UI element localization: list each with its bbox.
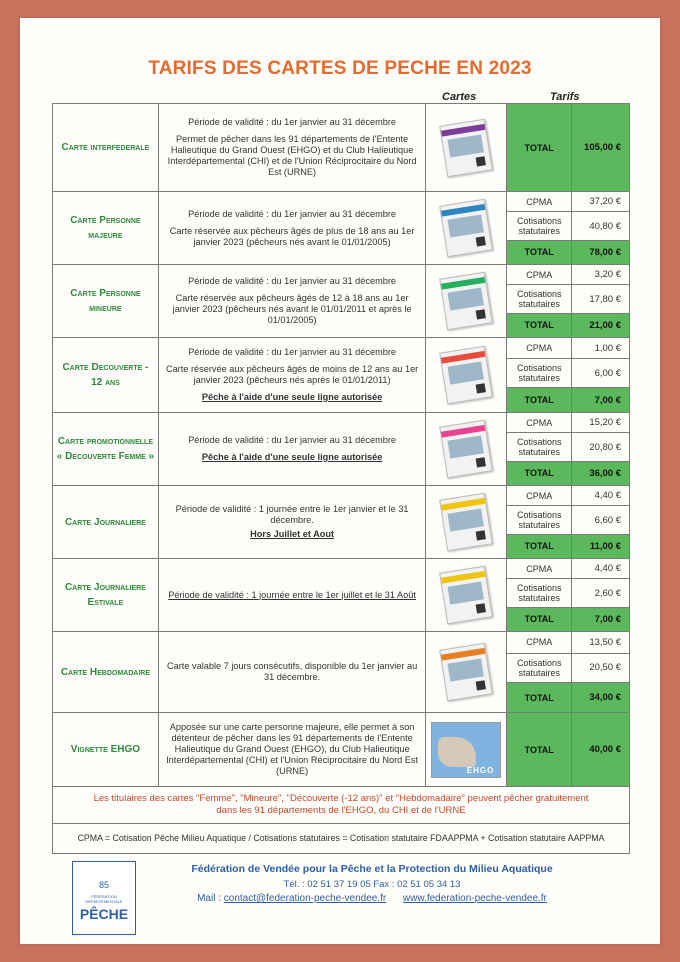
validity-text: Période de validité : du 1er janvier au 31 décembre: [188, 347, 397, 357]
description-text: Apposée sur une carte personne majeure, elle permet à son détenteur de pêcher dans les 91 départements de l'Entente Halieutique du Grand Ouest (EHGO), du Club Halieutique Interdépartemental (CHI) et l'Union Réciprocitaire du Nord Est (URNE): [166, 722, 419, 776]
card-thumbnail: [426, 486, 507, 558]
cotisations-line: Cotisations statutaires 6,60 €: [507, 506, 629, 534]
validity-text: Période de validité : 1 journée entre le 1er juillet et le 31 Août: [168, 589, 416, 600]
description-text: Carte réservée aux pêcheurs âgés de plus de 18 ans au 1er janvier 2023 (pêcheurs nés avant le 01/01/2005): [169, 225, 415, 247]
card-name: Carte promotionnelle « Decouverte Femme »: [53, 413, 159, 485]
total-line: TOTAL 105,00 €: [507, 104, 629, 191]
card-thumbnail: [426, 713, 507, 786]
card-description: [159, 265, 427, 337]
validity-text: Période de validité : du 1er janvier au 31 décembre: [188, 208, 397, 219]
total-line: TOTAL 21,00 €: [507, 314, 629, 337]
price-cell: [507, 559, 629, 631]
cotisations-line: Cotisations statutaires 20,50 €: [507, 654, 629, 684]
card-description: [159, 632, 427, 712]
card-image: [440, 643, 494, 702]
price-cell: [507, 265, 629, 337]
description-text: Carte valable 7 jours consécutifs, disponible du 1er janvier au 31 décembre.: [166, 661, 418, 682]
card-name: Carte Personne majeure: [53, 192, 159, 264]
card-name: Carte Journaliere: [53, 486, 159, 558]
cotisations-line: Cotisations statutaires 17,80 €: [507, 285, 629, 313]
card-thumbnail: [426, 559, 507, 631]
federation-name: Fédération de Vendée pour la Pêche et la Protection du Milieu Aquatique: [191, 863, 553, 875]
cartes-header: Cartes: [442, 91, 477, 103]
footer: [52, 855, 628, 935]
description-text: Carte réservée aux pêcheurs âgés de 12 à 18 ans au 1er janvier 2023 (pêcheurs nés avant le 01/01/2011 et après le 01/01/2005): [172, 293, 412, 325]
card-image: [440, 420, 494, 479]
card-image: [440, 272, 494, 331]
total-line: TOTAL 78,00 €: [507, 241, 629, 264]
card-image: [440, 493, 494, 552]
card-thumbnail: [426, 338, 507, 412]
cpma-line: CPMA 4,40 €: [507, 559, 629, 579]
table-row: [53, 413, 629, 486]
card-description: [159, 559, 427, 631]
card-description: [159, 413, 427, 485]
total-line: TOTAL 36,00 €: [507, 462, 629, 485]
price-cell: [507, 192, 629, 264]
card-description: [159, 713, 427, 786]
card-thumbnail: [426, 104, 507, 191]
table-row: [53, 559, 629, 632]
card-name: Carte Journaliere Estivale: [53, 559, 159, 631]
card-description: [159, 486, 427, 558]
card-name: Carte interfederale: [53, 104, 159, 191]
card-name: Carte Personne mineure: [53, 265, 159, 337]
card-thumbnail: [426, 413, 507, 485]
cotisations-line: Cotisations statutaires 40,80 €: [507, 212, 629, 240]
card-name: Carte Hebdomadaire: [53, 632, 159, 712]
card-image: [440, 118, 494, 177]
page-title: TARIFS DES CARTES DE PECHE EN 2023: [148, 58, 532, 79]
table-row: [53, 265, 629, 338]
card-name: Carte Decouverte - 12 ans: [53, 338, 159, 412]
card-thumbnail: [426, 192, 507, 264]
price-cell: [507, 486, 629, 558]
table-row: [53, 486, 629, 559]
validity-text: Période de validité : 1 journée entre le 1er janvier et le 31 décembre.: [175, 504, 409, 525]
legend: CPMA = Cotisation Pêche Milieu Aquatique / Cotisations statutaires = Cotisation statutaire FDAAPPMA + Cotisation statutaire AAPPMA: [53, 823, 629, 853]
cpma-line: CPMA 37,20 €: [507, 192, 629, 212]
tarifs-table: [52, 103, 630, 854]
cotisations-line: Cotisations statutaires 2,60 €: [507, 579, 629, 607]
tarifs-header: Tarifs: [550, 91, 580, 103]
ehgo-map-image: EHGO: [431, 722, 501, 778]
description-text: Permet de pêcher dans les 91 départements de l'Entente Halieutique du Grand Ouest (EHGO) et du Club Halieutique Interdépartemental (CHI) et de l'Union Réciprocitaire du Nord Est (URNE): [167, 134, 417, 177]
card-name: Vignette EHGO: [53, 713, 159, 786]
phone-fax: Tél. : 02 51 37 19 05 Fax : 02 51 05 34 13: [283, 879, 461, 890]
table-row: [53, 192, 629, 265]
cpma-line: CPMA 15,20 €: [507, 413, 629, 433]
website-link[interactable]: www.federation-peche-vendee.fr: [402, 893, 547, 904]
cpma-line: CPMA 1,00 €: [507, 338, 629, 359]
total-line: TOTAL 7,00 €: [507, 388, 629, 412]
total-line: TOTAL 40,00 €: [507, 713, 629, 786]
validity-text: Période de validité : du 1er janvier au 31 décembre: [188, 117, 397, 127]
description-text: Carte réservée aux pêcheurs âgés de moins de 12 ans au 1er janvier 2023 (pêcheurs nés après le 01/01/2011): [165, 364, 419, 385]
table-row: [53, 338, 629, 413]
contact-line: Mail : contact@federation-peche-vendee.fr www.federation-peche-vendee.fr: [197, 893, 547, 904]
card-image: [440, 199, 494, 258]
rule-text: Hors Juillet et Aout: [250, 529, 335, 539]
table-row: [53, 713, 629, 787]
card-description: [159, 104, 427, 191]
total-line: TOTAL 11,00 €: [507, 535, 629, 558]
price-cell: [507, 632, 629, 712]
cpma-line: CPMA 3,20 €: [507, 265, 629, 285]
price-cell: [507, 104, 629, 191]
card-description: [159, 192, 427, 264]
cpma-line: CPMA 4,40 €: [507, 486, 629, 506]
cpma-line: CPMA 13,50 €: [507, 632, 629, 654]
card-description: [159, 338, 427, 412]
free-fishing-note: Les titulaires des cartes "Femme", "Mineure", "Découverte (-12 ans)" et "Hebdomadaire" peuvent pêcher gratuitement dans les 91 départements de l'EHGO, du CHI et de l'URNE: [93, 793, 589, 816]
card-image: [440, 566, 494, 625]
peche-logo: 85 FÉDÉRATION DÉPARTEMENTALE PÊCHE: [72, 861, 136, 935]
price-cell: [507, 413, 629, 485]
price-cell: [507, 338, 629, 412]
cotisations-line: Cotisations statutaires 20,80 €: [507, 433, 629, 461]
price-cell: [507, 713, 629, 786]
table-row: [53, 104, 629, 192]
cotisations-line: Cotisations statutaires 6,00 €: [507, 359, 629, 388]
table-row: [53, 632, 629, 713]
rule-text: Pêche à l'aide d'une seule ligne autorisée: [201, 452, 383, 462]
validity-text: Période de validité : du 1er janvier au 31 décembre: [188, 276, 397, 286]
total-value: 105,00 €: [584, 142, 622, 153]
validity-text: Période de validité : du 1er janvier au 31 décembre: [188, 435, 397, 445]
card-image: [440, 346, 494, 405]
card-thumbnail: [426, 632, 507, 712]
rule-text: Pêche à l'aide d'une seule ligne autorisée: [201, 392, 383, 402]
card-thumbnail: [426, 265, 507, 337]
total-line: TOTAL 34,00 €: [507, 683, 629, 712]
total-line: TOTAL 7,00 €: [507, 608, 629, 631]
email-link[interactable]: contact@federation-peche-vendee.fr: [223, 893, 387, 904]
